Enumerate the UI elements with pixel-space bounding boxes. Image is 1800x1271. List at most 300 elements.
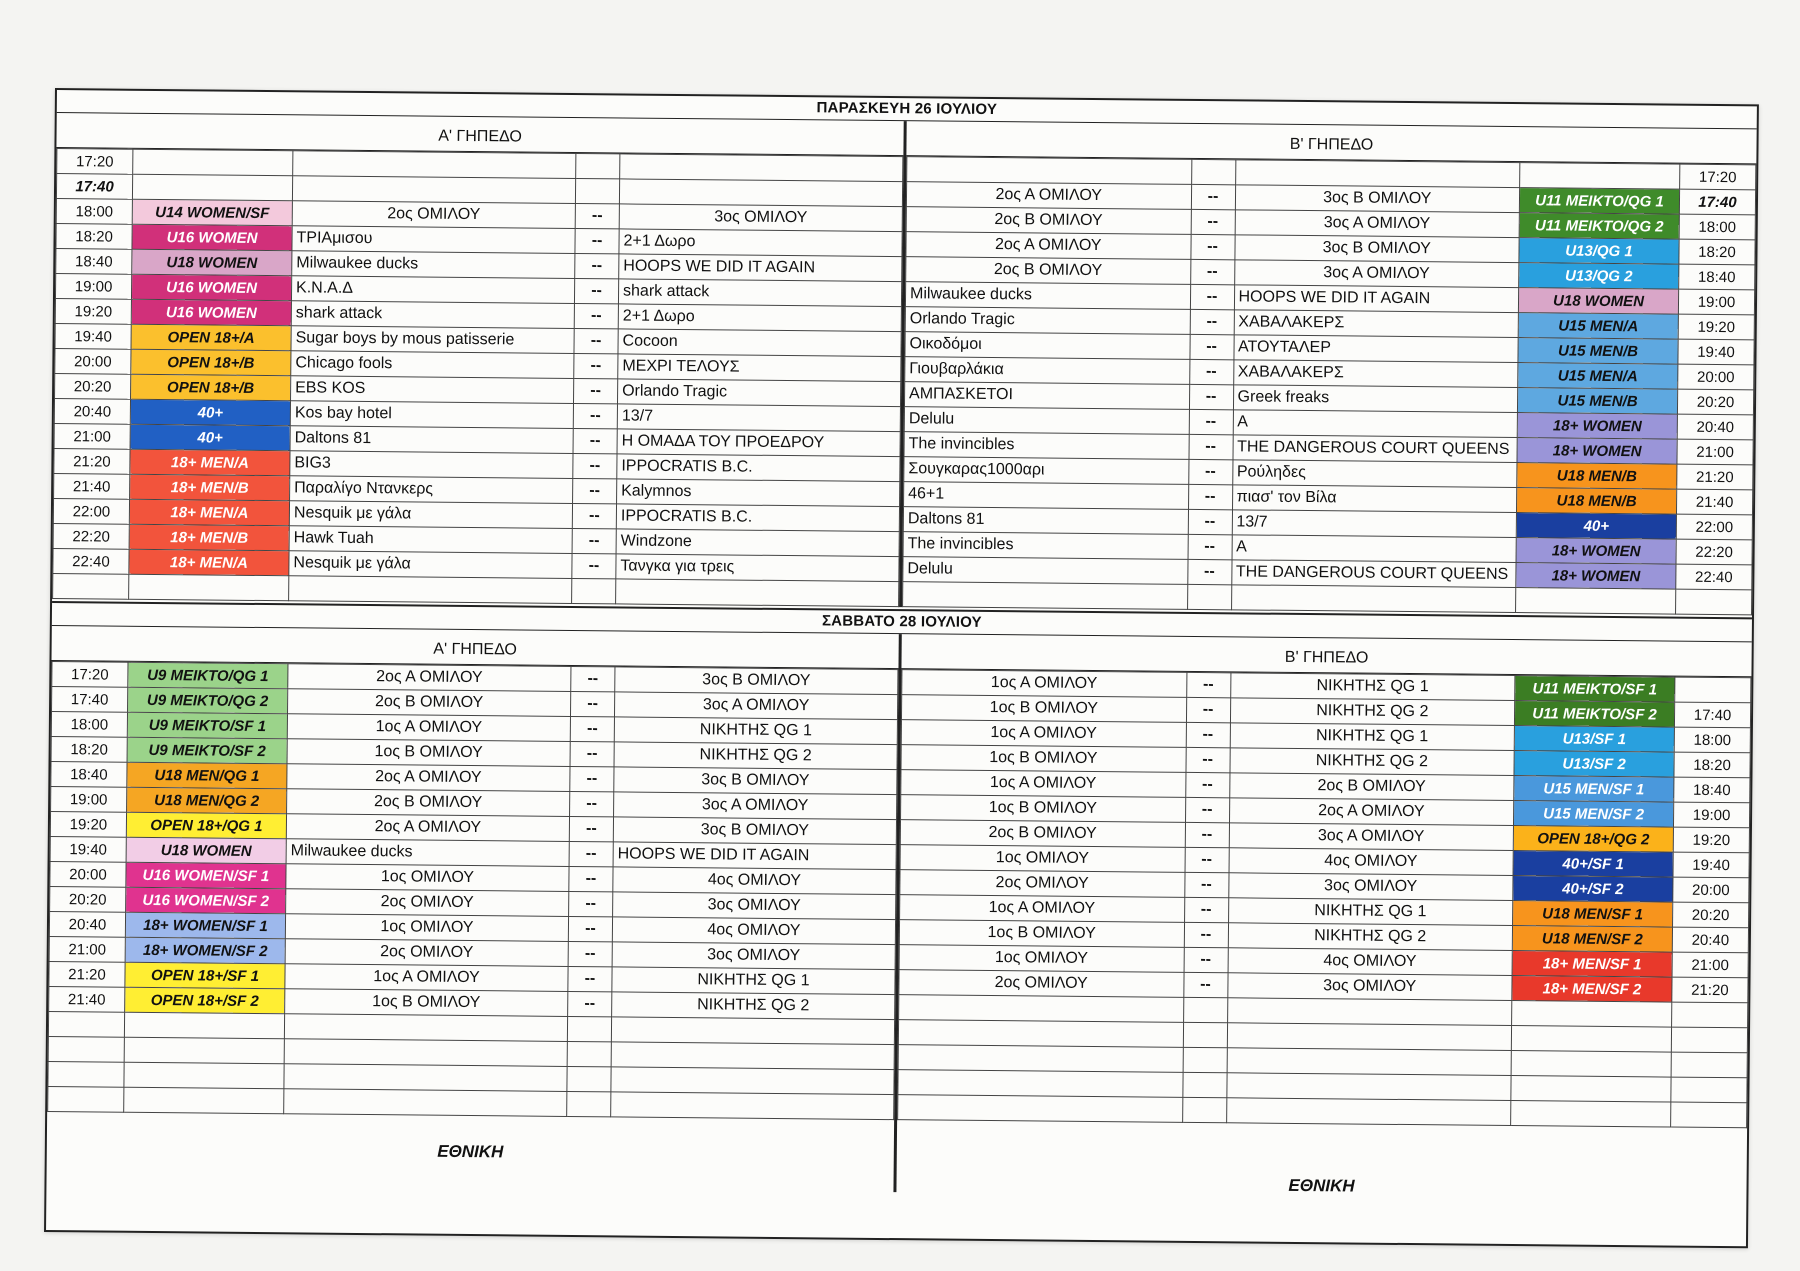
home-team: 2ος Α ΟΜΙΛΟΥ (287, 764, 570, 792)
away-team: 4ος ΟΜΙΛΟΥ (612, 917, 895, 945)
match-time: 18:40 (56, 249, 132, 275)
home-team: 1ος Α ΟΜΙΛΟΥ (901, 720, 1186, 748)
away-team: πιασ' τον Βίλα (1232, 485, 1517, 513)
away-team: ΧΑΒΑΛΑΚΕΡΣ (1234, 310, 1519, 338)
home-team: 1ος ΟΜΙΛΟΥ (285, 914, 568, 942)
home-team: The invincibles (903, 532, 1188, 560)
home-team: 2ος Β ΟΜΙΛΟΥ (287, 789, 570, 817)
saturday-title: ΣΑΒΒΑΤΟ 28 ΙΟΥΛΙΟΥ (52, 603, 1752, 642)
match-category: U11 ΜΕΙΚΤΟ/SF 1 (1515, 676, 1675, 703)
versus-dash: -- (1189, 334, 1233, 359)
versus-dash: -- (570, 716, 614, 741)
versus-dash: -- (572, 528, 616, 553)
versus-dash: -- (1185, 797, 1229, 822)
away-team: 13/7 (617, 404, 900, 432)
match-category: OPEN 18+/QG 2 (1513, 826, 1673, 853)
away-team: IPPOCRATIS B.C. (616, 504, 899, 532)
match-time: 20:20 (1677, 389, 1753, 415)
versus-dash: -- (574, 328, 618, 353)
schedule-sheet (44, 88, 1759, 1248)
away-team: ΝΙΚΗΤΗΣ QG 1 (1230, 723, 1515, 751)
versus-dash: -- (570, 741, 614, 766)
match-time: 22:40 (1676, 564, 1752, 590)
saturday-court-b-footer: ΕΘΝΙΚΗ (1288, 1175, 1355, 1196)
friday-court-a (52, 113, 907, 607)
match-time: 19:00 (1678, 289, 1754, 315)
versus-dash: -- (568, 916, 612, 941)
match-category: 40+ (130, 399, 290, 426)
versus-dash: -- (573, 453, 617, 478)
match-time: 18:40 (51, 761, 127, 787)
match-category: 40+/SF 1 (1513, 851, 1673, 878)
versus-dash: -- (1188, 459, 1232, 484)
home-team: Milwaukee ducks (292, 251, 575, 279)
match-category: U11 ΜΕΙΚΤΟ/QG 2 (1519, 213, 1679, 240)
match-time: 21:40 (49, 986, 125, 1012)
away-team: 3ος ΟΜΙΛΟΥ (1227, 973, 1512, 1001)
match-time: 18:00 (56, 199, 132, 225)
home-team: 1ος Α ΟΜΙΛΟΥ (902, 670, 1187, 698)
away-team: ΑΤΟΥΤΑΛΕΡ (1233, 335, 1518, 363)
match-time: 19:40 (1678, 339, 1754, 365)
versus-dash: -- (570, 766, 614, 791)
match-time: 18:00 (1674, 727, 1750, 753)
versus-dash: -- (1184, 947, 1228, 972)
match-time: 21:00 (54, 424, 130, 450)
home-team: Hawk Tuah (289, 526, 572, 554)
home-team: 1ος Β ΟΜΙΛΟΥ (901, 745, 1186, 773)
match-time: 21:20 (49, 961, 125, 987)
home-team: 1ος Β ΟΜΙΛΟΥ (285, 989, 568, 1017)
home-team: 1ος Β ΟΜΙΛΟΥ (287, 739, 570, 767)
away-team: 3ος Α ΟΜΙΛΟΥ (1235, 210, 1520, 238)
home-team: 2ος Β ΟΜΙΛΟΥ (900, 820, 1185, 848)
match-time: 17:40 (1679, 189, 1755, 215)
home-team: Delulu (904, 407, 1189, 435)
versus-dash: -- (1190, 309, 1234, 334)
match-time: 19:20 (55, 299, 131, 325)
away-team: Orlando Tragic (617, 379, 900, 407)
versus-dash: -- (1185, 747, 1229, 772)
match-time: 19:00 (55, 274, 131, 300)
match-time: 18:40 (1674, 777, 1750, 803)
versus-dash: -- (1188, 434, 1232, 459)
match-category: 18+ WOMEN (1516, 563, 1676, 590)
home-team: 2ος Β ΟΜΙΛΟΥ (906, 207, 1191, 235)
match-category: U14 WOMEN/SF (132, 199, 292, 226)
home-team: 1ος Β ΟΜΙΛΟΥ (901, 695, 1186, 723)
versus-dash: -- (1189, 384, 1233, 409)
home-team: Daltons 81 (290, 426, 573, 454)
match-time: 21:20 (54, 449, 130, 475)
match-category: U18 MEN/SF 2 (1512, 926, 1672, 953)
match-category: OPEN 18+/QG 1 (126, 812, 286, 839)
versus-dash: -- (569, 866, 613, 891)
home-team: BIG3 (290, 451, 573, 479)
match-time: 21:00 (49, 936, 125, 962)
versus-dash: -- (1190, 259, 1234, 284)
home-team: The invincibles (904, 432, 1189, 460)
match-category: U16 WOMEN/SF 1 (126, 862, 286, 889)
away-team: 3ος ΟΜΙΛΟΥ (619, 204, 902, 232)
away-team (1235, 160, 1520, 188)
versus-dash: -- (1189, 409, 1233, 434)
match-time: 19:20 (1678, 314, 1754, 340)
match-category: U9 ΜΕΙΚΤΟ/SF 2 (127, 737, 287, 764)
friday-section (52, 90, 1757, 615)
away-team: Windzone (616, 529, 899, 557)
versus-dash: -- (1191, 209, 1235, 234)
match-time: 20:00 (1673, 877, 1749, 903)
match-time: 21:40 (54, 474, 130, 500)
versus-dash: -- (573, 478, 617, 503)
home-team: 2ος Α ΟΜΙΛΟΥ (906, 182, 1191, 210)
away-team: 3ος ΟΜΙΛΟΥ (1228, 873, 1513, 901)
friday-court-b (902, 121, 1757, 615)
versus-dash: -- (572, 553, 616, 578)
match-category: U15 MEN/B (1517, 388, 1677, 415)
match-time: 20:40 (49, 911, 125, 937)
match-time: 20:00 (1678, 364, 1754, 390)
versus-dash: -- (1190, 284, 1234, 309)
away-team: 2ος Α ΟΜΙΛΟΥ (1229, 798, 1514, 826)
versus-dash: -- (1184, 872, 1228, 897)
match-category (133, 149, 293, 176)
match-category: U18 WOMEN (1518, 288, 1678, 315)
versus-dash: -- (575, 204, 619, 229)
versus-dash: -- (1185, 772, 1229, 797)
match-time: 19:00 (51, 786, 127, 812)
home-team: 1ος Β ΟΜΙΛΟΥ (899, 920, 1184, 948)
match-time: 17:20 (52, 661, 128, 687)
away-team: 3ος Β ΟΜΙΛΟΥ (1234, 235, 1519, 263)
home-team: EBS KOS (291, 376, 574, 404)
away-team: ΝΙΚΗΤΗΣ QG 1 (614, 717, 897, 745)
versus-dash: -- (1186, 722, 1230, 747)
match-category: 18+ MEN/A (129, 549, 289, 576)
versus-dash: -- (574, 278, 618, 303)
home-team: Chicago fools (291, 351, 574, 379)
versus-dash: -- (569, 816, 613, 841)
home-team: Nesquik με γάλα (289, 501, 572, 529)
away-team: A (1232, 535, 1517, 563)
match-time: 18:40 (1679, 264, 1755, 290)
versus-dash: -- (568, 941, 612, 966)
match-category: U15 MEN/SF 2 (1513, 801, 1673, 828)
match-category: U15 MEN/A (1518, 313, 1678, 340)
versus-dash: -- (570, 691, 614, 716)
match-time: 17:40 (1674, 702, 1750, 728)
match-category: 18+ WOMEN (1517, 413, 1677, 440)
away-team: 2ος Β ΟΜΙΛΟΥ (1229, 773, 1514, 801)
match-time: 21:00 (1677, 439, 1753, 465)
home-team: ΑΜΠΑΣΚΕΤΟΙ (904, 382, 1189, 410)
versus-dash: -- (573, 428, 617, 453)
match-time: 19:20 (50, 811, 126, 837)
match-category: U18 WOMEN (126, 837, 286, 864)
saturday-court-a (46, 626, 901, 1192)
match-time: 18:00 (51, 711, 127, 737)
match-category: OPEN 18+/B (131, 374, 291, 401)
versus-dash: -- (574, 303, 618, 328)
match-category: U9 ΜΕΙΚΤΟ/SF 1 (127, 712, 287, 739)
versus-dash: -- (1184, 922, 1228, 947)
saturday-court-b-title: Β' ΓΗΠΕΔΟ (901, 634, 1751, 677)
match-category: U11 ΜΕΙΚΤΟ/SF 2 (1514, 701, 1674, 728)
home-team: 2ος Β ΟΜΙΛΟΥ (288, 689, 571, 717)
away-team: THE DANGEROUS COURT QUEENS (1232, 435, 1517, 463)
match-time: 20:20 (55, 374, 131, 400)
away-team: 4ος ΟΜΙΛΟΥ (613, 867, 896, 895)
home-team: Milwaukee ducks (905, 282, 1190, 310)
match-category: 18+ MEN/A (130, 449, 290, 476)
away-team: HOOPS WE DID IT AGAIN (619, 254, 902, 282)
match-category: U16 WOMEN (132, 224, 292, 251)
home-team: 2ος ΟΜΙΛΟΥ (900, 870, 1185, 898)
away-team: ΝΙΚΗΤΗΣ QG 1 (1230, 673, 1515, 701)
away-team: Τανγκα για τρεις (616, 554, 899, 582)
away-team: Cocoon (618, 329, 901, 357)
away-team: 3ος Α ΟΜΙΛΟΥ (614, 692, 897, 720)
match-time: 17:40 (56, 174, 132, 200)
match-category: U13/QG 2 (1519, 263, 1679, 290)
home-team: Κ.Ν.Α.Δ (291, 276, 574, 304)
versus-dash: -- (569, 841, 613, 866)
home-team: Delulu (903, 557, 1188, 585)
match-category: 18+ MEN/B (129, 524, 289, 551)
versus-dash: -- (1185, 822, 1229, 847)
home-team: 2ος ΟΜΙΛΟΥ (899, 970, 1184, 998)
match-time: 18:00 (1679, 214, 1755, 240)
versus-dash: -- (1187, 559, 1231, 584)
match-category: U18 MEN/QG 2 (127, 787, 287, 814)
match-time: 22:20 (53, 524, 129, 550)
match-time: 22:40 (53, 549, 129, 575)
versus-dash: -- (1186, 697, 1230, 722)
match-time: 21:00 (1672, 952, 1748, 978)
versus-dash: -- (572, 503, 616, 528)
versus-dash: -- (1186, 672, 1230, 697)
home-team: shark attack (291, 301, 574, 329)
match-time: 20:00 (55, 349, 131, 375)
home-team: 2ος ΟΜΙΛΟΥ (285, 939, 568, 967)
match-category: 18+ MEN/A (129, 499, 289, 526)
match-category (1520, 163, 1680, 190)
away-team: ΝΙΚΗΤΗΣ QG 1 (612, 967, 895, 995)
match-category: U16 WOMEN/SF 2 (126, 887, 286, 914)
match-category: U15 MEN/SF 1 (1514, 776, 1674, 803)
away-team: 2+1 Δωρο (619, 229, 902, 257)
away-team: ΝΙΚΗΤΗΣ QG 2 (614, 742, 897, 770)
away-team: 2+1 Δωρο (618, 304, 901, 332)
versus-dash: -- (568, 966, 612, 991)
match-time: 18:20 (1674, 752, 1750, 778)
away-team (620, 154, 903, 182)
match-category: OPEN 18+/B (131, 349, 291, 376)
versus-dash: -- (574, 353, 618, 378)
match-time: 17:20 (57, 149, 133, 175)
home-team: 2ος ΟΜΙΛΟΥ (292, 201, 575, 229)
match-category (132, 174, 292, 201)
home-team (293, 151, 576, 179)
home-team (292, 176, 575, 204)
saturday-court-a-footer: ΕΘΝΙΚΗ (437, 1141, 504, 1162)
saturday-court-a-title: Α' ΓΗΠΕΔΟ (51, 626, 898, 669)
away-team: 3ος Α ΟΜΙΛΟΥ (614, 792, 897, 820)
match-category: U13/SF 2 (1514, 751, 1674, 778)
home-team: 1ος Α ΟΜΙΛΟΥ (901, 770, 1186, 798)
away-team: 3ος Β ΟΜΙΛΟΥ (615, 667, 898, 695)
saturday-court-b (896, 634, 1751, 1200)
away-team: 3ος ΟΜΙΛΟΥ (612, 942, 895, 970)
versus-dash (1191, 159, 1235, 184)
away-team: 4ος ΟΜΙΛΟΥ (1228, 948, 1513, 976)
away-team (619, 179, 902, 207)
match-time: 20:40 (1672, 927, 1748, 953)
away-team: ΜΕΧΡΙ ΤΕΛΟΥΣ (618, 354, 901, 382)
friday-court-b-title: Β' ΓΗΠΕΔΟ (906, 121, 1756, 164)
match-category: U15 MEN/B (1518, 338, 1678, 365)
match-category: U18 WOMEN (132, 249, 292, 276)
home-team: Σουγκαρας1000αρι (904, 457, 1189, 485)
home-team: 1ος Β ΟΜΙΛΟΥ (901, 795, 1186, 823)
versus-dash: -- (1188, 509, 1232, 534)
home-team: 1ος Α ΟΜΙΛΟΥ (900, 895, 1185, 923)
match-category: 18+ WOMEN (1516, 538, 1676, 565)
home-team: 1ος ΟΜΙΛΟΥ (899, 945, 1184, 973)
away-team: ΝΙΚΗΤΗΣ QG 2 (612, 992, 895, 1020)
versus-dash: -- (1188, 534, 1232, 559)
match-time: 18:20 (51, 736, 127, 762)
match-category: U16 WOMEN (131, 274, 291, 301)
versus-dash (576, 154, 620, 179)
away-team: 4ος ΟΜΙΛΟΥ (1229, 848, 1514, 876)
versus-dash: -- (569, 891, 613, 916)
match-time: 20:20 (50, 886, 126, 912)
match-time: 18:20 (1679, 239, 1755, 265)
match-time: 17:40 (52, 686, 128, 712)
away-team: ΝΙΚΗΤΗΣ QG 2 (1229, 748, 1514, 776)
home-team: 1ος Α ΟΜΙΛΟΥ (287, 714, 570, 742)
match-category: 18+ MEN/SF 1 (1512, 951, 1672, 978)
home-team: Daltons 81 (903, 507, 1188, 535)
away-team: Ρούληδες (1232, 460, 1517, 488)
versus-dash: -- (570, 791, 614, 816)
match-time: 19:00 (1673, 802, 1749, 828)
match-category: U11 ΜΕΙΚΤΟ/QG 1 (1519, 188, 1679, 215)
away-team: A (1233, 410, 1518, 438)
match-category: 18+ WOMEN/SF 1 (125, 912, 285, 939)
match-category: 18+ WOMEN (1517, 438, 1677, 465)
match-time: 18:20 (56, 224, 132, 250)
home-team: Sugar boys by mous patisserie (291, 326, 574, 354)
versus-dash: -- (1191, 184, 1235, 209)
match-time: 19:40 (1673, 852, 1749, 878)
match-category: U18 MEN/QG 1 (127, 762, 287, 789)
match-category: 18+ MEN/SF 2 (1512, 976, 1672, 1003)
match-time (1675, 677, 1751, 703)
match-time: 19:40 (50, 836, 126, 862)
home-team: 1ος Α ΟΜΙΛΟΥ (285, 964, 568, 992)
away-team: 13/7 (1232, 510, 1517, 538)
match-category: 18+ MEN/B (130, 474, 290, 501)
match-time: 20:20 (1673, 902, 1749, 928)
match-category: 40+ (130, 424, 290, 451)
away-team: shark attack (618, 279, 901, 307)
away-team: IPPOCRATIS B.C. (617, 454, 900, 482)
match-time: 22:00 (1676, 514, 1752, 540)
versus-dash: -- (571, 666, 615, 691)
versus-dash: -- (1185, 847, 1229, 872)
versus-dash: -- (1190, 234, 1234, 259)
versus-dash: -- (1188, 484, 1232, 509)
home-team: 46+1 (904, 482, 1189, 510)
away-team: Η ΟΜΑΔΑ ΤΟΥ ΠΡΟΕΔΡΟΥ (617, 429, 900, 457)
home-team: 2ος Α ΟΜΙΛΟΥ (286, 814, 569, 842)
home-team: 2ος Α ΟΜΙΛΟΥ (906, 232, 1191, 260)
versus-dash: -- (1189, 359, 1233, 384)
saturday-section (46, 601, 1752, 1200)
match-category: U9 ΜΕΙΚΤΟ/QG 2 (128, 687, 288, 714)
home-team: 2ος Β ΟΜΙΛΟΥ (906, 257, 1191, 285)
match-time: 21:40 (1676, 489, 1752, 515)
match-time: 22:20 (1676, 539, 1752, 565)
versus-dash: -- (575, 253, 619, 278)
home-team (907, 157, 1192, 185)
away-team: 3ος Α ΟΜΙΛΟΥ (1229, 823, 1514, 851)
match-category: U16 WOMEN (131, 299, 291, 326)
match-time: 17:20 (1680, 164, 1756, 190)
away-team: ΝΙΚΗΤΗΣ QG 1 (1228, 898, 1513, 926)
away-team: 3ος Β ΟΜΙΛΟΥ (1235, 185, 1520, 213)
match-category: 18+ WOMEN/SF 2 (125, 937, 285, 964)
versus-dash: -- (573, 378, 617, 403)
home-team: Nesquik με γάλα (289, 551, 572, 579)
home-team: Οικοδόμοι (905, 332, 1190, 360)
versus-dash: -- (1183, 972, 1227, 997)
match-time: 20:40 (1677, 414, 1753, 440)
match-category: U13/SF 1 (1514, 726, 1674, 753)
match-time: 19:40 (55, 324, 131, 350)
match-category: U13/QG 1 (1519, 238, 1679, 265)
match-category: U18 MEN/SF 1 (1513, 901, 1673, 928)
versus-dash: -- (1184, 897, 1228, 922)
match-category: OPEN 18+/SF 1 (125, 962, 285, 989)
home-team: Παραλίγο Ντανκερς (290, 476, 573, 504)
away-team: ΝΙΚΗΤΗΣ QG 2 (1228, 923, 1513, 951)
match-time: 20:40 (54, 399, 130, 425)
home-team: ΤΡΙΑμισου (292, 226, 575, 254)
home-team: 2ος ΟΜΙΛΟΥ (286, 889, 569, 917)
home-team: Milwaukee ducks (286, 839, 569, 867)
match-category: U15 MEN/A (1518, 363, 1678, 390)
match-time: 21:20 (1677, 464, 1753, 490)
versus-dash: -- (568, 991, 612, 1016)
home-team: Kos bay hotel (290, 401, 573, 429)
match-time: 22:00 (53, 499, 129, 525)
match-time: 21:20 (1672, 977, 1748, 1003)
match-time: 20:00 (50, 861, 126, 887)
away-team: HOOPS WE DID IT AGAIN (613, 842, 896, 870)
match-time: 19:20 (1673, 827, 1749, 853)
match-category: 40+ (1516, 513, 1676, 540)
home-team: 1ος ΟΜΙΛΟΥ (900, 845, 1185, 873)
friday-title: ΠΑΡΑΣΚΕΥΗ 26 ΙΟΥΛΙΟΥ (57, 90, 1757, 129)
match-category: U9 ΜΕΙΚΤΟ/QG 1 (128, 662, 288, 689)
match-category: U18 MEN/B (1516, 488, 1676, 515)
versus-dash (575, 179, 619, 204)
away-team: ΝΙΚΗΤΗΣ QG 2 (1230, 698, 1515, 726)
